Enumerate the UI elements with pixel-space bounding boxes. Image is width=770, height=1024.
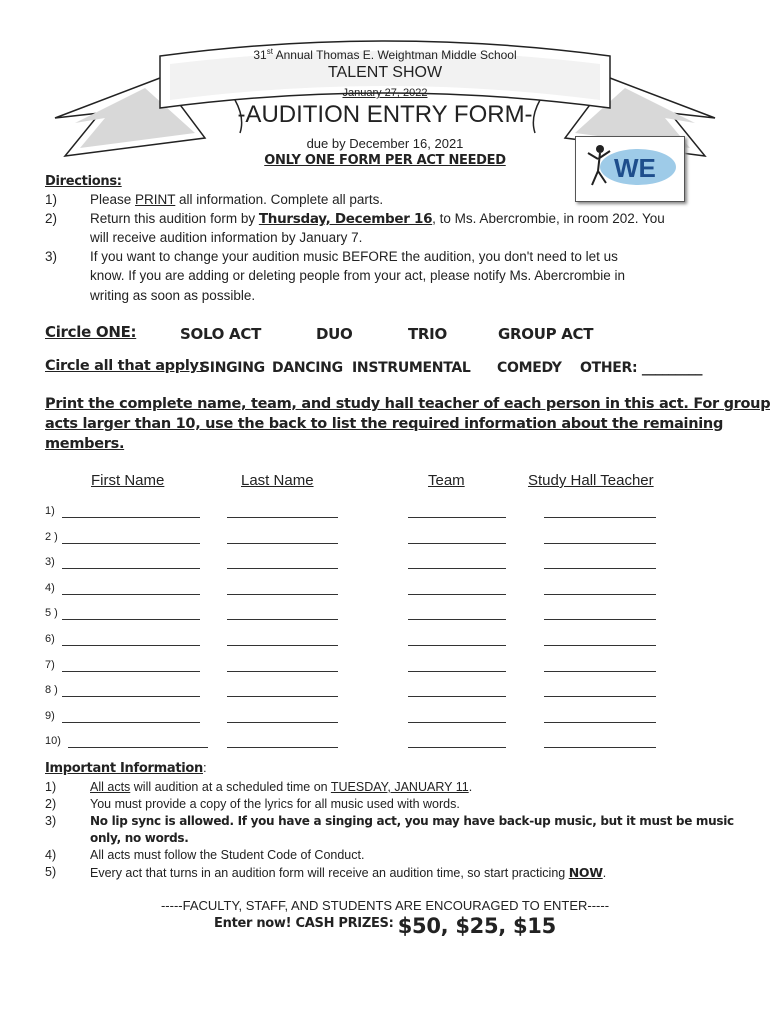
option-instrumental[interactable]: INSTRUMENTAL — [352, 360, 471, 376]
annual-number: 31 — [253, 48, 267, 62]
cash-prizes: $50, $25, $15 — [397, 914, 556, 938]
important-text: will audition at a scheduled time on — [130, 780, 331, 794]
one-form-notice: ONLY ONE FORM PER ACT NEEDED — [264, 153, 506, 168]
important-emph-c: TUESDAY, JANUARY 11 — [330, 780, 469, 794]
important-text: Every act that turns in an audition form will receive an audition time, so start practicing — [90, 866, 569, 880]
last-name-field[interactable] — [227, 568, 338, 569]
option-duo[interactable]: DUO — [316, 325, 353, 343]
enter-now-text: Enter now! CASH PRIZES: — [214, 916, 398, 931]
row-number: 6) — [45, 633, 55, 645]
header-team: Team — [428, 472, 465, 489]
first-name-field[interactable] — [62, 568, 200, 569]
study-hall-field[interactable] — [544, 543, 656, 544]
important-text: All acts must follow the Student Code of Conduct. — [90, 848, 365, 862]
team-field[interactable] — [408, 594, 506, 595]
row-number: 2 ) — [45, 531, 58, 543]
direction-text: Return this audition form by — [90, 211, 259, 226]
study-hall-field[interactable] — [544, 722, 656, 723]
option-group-act[interactable]: GROUP ACT — [498, 325, 594, 343]
study-hall-field[interactable] — [544, 568, 656, 569]
first-name-field[interactable] — [62, 645, 200, 646]
option-trio[interactable]: TRIO — [408, 325, 447, 343]
enter-now-line — [0, 914, 770, 938]
circle-one-label: Circle ONE: — [45, 323, 137, 341]
first-name-field[interactable] — [62, 619, 200, 620]
due-date: due by December 16, 2021 — [306, 136, 464, 151]
show-title: TALENT SHOW — [327, 64, 443, 81]
print-instruction-line: members. — [45, 436, 125, 452]
annual-sup: st — [266, 47, 273, 56]
study-hall-field[interactable] — [544, 594, 656, 595]
study-hall-field[interactable] — [544, 671, 656, 672]
show-date: January 27, 2022 — [342, 87, 428, 99]
first-name-field[interactable] — [62, 671, 200, 672]
svg-text:WE: WE — [614, 153, 656, 183]
last-name-field[interactable] — [227, 594, 338, 595]
important-end: . — [468, 780, 473, 794]
direction-num: 2) — [45, 211, 58, 226]
circle-all-label: Circle all that apply: — [45, 358, 205, 374]
important-num: 5) — [45, 865, 57, 879]
team-field[interactable] — [408, 619, 506, 620]
row-number: 8 ) — [45, 684, 58, 696]
team-field[interactable] — [408, 671, 506, 672]
direction-emph: Thursday, December 16 — [258, 211, 433, 227]
option-dancing[interactable]: DANCING — [272, 360, 343, 376]
important-colon: : — [202, 760, 207, 775]
direction-text: know. If you are adding or deleting people from your act, please notify Ms. Abercrombie in — [90, 268, 626, 283]
important-num: 2) — [45, 797, 57, 811]
important-text: No lip sync is allowed. If you have a singing act, you may have back-up music, but it must be music — [90, 814, 734, 828]
last-name-field[interactable] — [227, 517, 338, 518]
option-solo-act[interactable]: SOLO ACT — [180, 325, 262, 343]
important-text: You must provide a copy of the lyrics for all music used with words. — [90, 797, 460, 811]
first-name-field[interactable] — [62, 696, 200, 697]
direction-text: writing as soon as possible. — [90, 288, 256, 303]
important-num: 4) — [45, 848, 57, 862]
important-heading-text: Important Information — [45, 761, 203, 776]
first-name-field[interactable] — [62, 594, 200, 595]
study-hall-field[interactable] — [544, 747, 656, 748]
team-field[interactable] — [408, 568, 506, 569]
study-hall-field[interactable] — [544, 696, 656, 697]
option-singing[interactable]: SINGING — [200, 360, 265, 376]
direction-text-post: all information. Complete all parts. — [175, 192, 384, 207]
important-emph-c: NOW — [568, 865, 603, 880]
row-number: 7) — [45, 659, 55, 671]
study-hall-field[interactable] — [544, 645, 656, 646]
important-end: . — [602, 866, 607, 880]
last-name-field[interactable] — [227, 543, 338, 544]
team-field[interactable] — [408, 722, 506, 723]
direction-text: If you want to change your audition music BEFORE the audition, you don't need to let us — [90, 249, 618, 264]
team-field[interactable] — [408, 543, 506, 544]
row-number: 1) — [45, 505, 55, 517]
option-other[interactable]: OTHER: _________ — [580, 360, 703, 376]
first-name-field[interactable] — [62, 517, 200, 518]
print-instruction-line: Print the complete name, team, and study hall teacher of each person in this act. For group — [45, 396, 770, 412]
important-heading — [45, 760, 207, 776]
team-field[interactable] — [408, 747, 506, 748]
first-name-field[interactable] — [68, 747, 208, 748]
direction-text: will receive audition information by January 7. — [90, 230, 363, 245]
important-num: 3) — [45, 814, 57, 828]
school-logo — [575, 136, 685, 202]
first-name-field[interactable] — [62, 543, 200, 544]
header-last-name: Last Name — [241, 472, 314, 489]
row-number: 9) — [45, 710, 55, 722]
important-num: 1) — [45, 780, 57, 794]
direction-text-post: , to Ms. Abercrombie, in room 202. You — [432, 211, 665, 226]
print-instruction-line: acts larger than 10, use the back to list the required information about the remaining — [45, 416, 724, 432]
team-field[interactable] — [408, 645, 506, 646]
team-field[interactable] — [408, 696, 506, 697]
last-name-field[interactable] — [227, 696, 338, 697]
row-number: 5 ) — [45, 607, 58, 619]
encouraged-line: -----FACULTY, STAFF, AND STUDENTS ARE ENCOURAGED TO ENTER----- — [160, 898, 610, 913]
important-emph-a: All acts — [90, 780, 131, 794]
study-hall-field[interactable] — [544, 517, 656, 518]
direction-emph: PRINT — [135, 192, 176, 207]
last-name-field[interactable] — [227, 671, 338, 672]
team-field[interactable] — [408, 517, 506, 518]
important-text: only, no words. — [90, 831, 189, 845]
last-name-field[interactable] — [227, 645, 338, 646]
row-number: 4) — [45, 582, 55, 594]
first-name-field[interactable] — [62, 722, 200, 723]
annual-rest: Annual Thomas E. Weightman Middle School — [272, 48, 517, 62]
row-number: 3) — [45, 556, 55, 568]
option-comedy[interactable]: COMEDY — [497, 360, 562, 376]
directions-heading: Directions: — [45, 174, 122, 189]
direction-num: 1) — [45, 192, 58, 207]
last-name-field[interactable] — [227, 747, 338, 748]
logo-graphic-icon — [576, 137, 684, 201]
direction-num: 3) — [45, 249, 58, 264]
row-number: 10) — [45, 735, 61, 747]
header-first-name: First Name — [91, 472, 165, 489]
study-hall-field[interactable] — [544, 619, 656, 620]
direction-text: Please — [90, 192, 136, 207]
last-name-field[interactable] — [227, 722, 338, 723]
last-name-field[interactable] — [227, 619, 338, 620]
form-title: -AUDITION ENTRY FORM- — [237, 101, 533, 128]
header-study-hall-teacher: Study Hall Teacher — [528, 472, 654, 489]
annual-line — [0, 47, 770, 62]
